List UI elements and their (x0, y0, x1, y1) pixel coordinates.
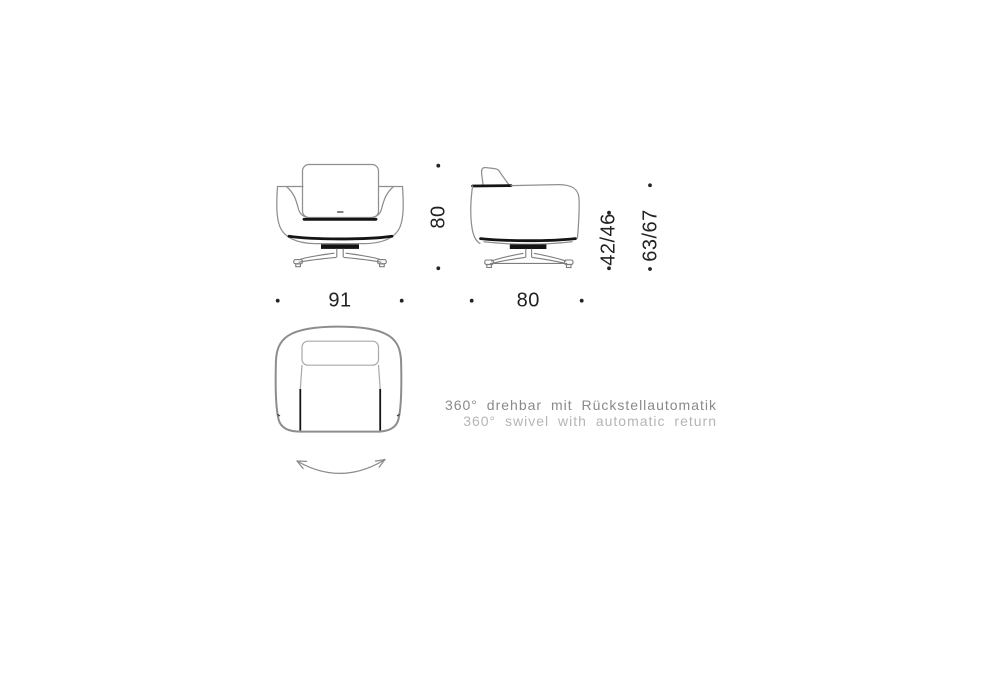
swivel-arrow-icon (297, 460, 385, 474)
top-seat-sides-upper (300, 365, 380, 389)
dim-overall-height-label: 80 (427, 205, 450, 229)
dimension-dot (400, 299, 404, 303)
side-top-right-edge (511, 185, 579, 238)
dimension-dot (276, 299, 280, 303)
swivel-arrowhead-right (376, 460, 386, 468)
dimension-dot (648, 267, 652, 271)
side-pedestal-column (526, 249, 532, 257)
front-view-drawing (277, 165, 403, 267)
front-glide-right (380, 264, 385, 267)
front-shell-outline (277, 187, 403, 244)
dim-front-width-label: 91 (328, 289, 352, 312)
dim-side-depth-label: 80 (516, 289, 540, 312)
top-view-drawing (276, 327, 402, 432)
front-arm-curve-right (371, 187, 393, 218)
side-swivel-plate (510, 244, 547, 249)
dimension-dot (648, 183, 652, 187)
swivel-caption (445, 398, 717, 429)
front-swivel-plate (321, 244, 359, 249)
dim-seat-height-label: 42/46 (597, 213, 620, 266)
front-backrest-cushion (303, 165, 379, 218)
front-pedestal-column (337, 249, 343, 257)
side-glide-left (487, 265, 492, 268)
dimension-dots (276, 164, 652, 303)
side-view-drawing (471, 168, 579, 268)
side-left-edge (471, 186, 480, 243)
top-backrest-cushion (302, 341, 379, 365)
dimension-dot (436, 164, 440, 168)
top-shell-outline (276, 327, 402, 432)
top-seat-sides-lower (300, 389, 380, 431)
dimension-dot (436, 266, 440, 270)
dim-armrest-height-label: 63/67 (639, 209, 662, 262)
dimension-dot (607, 266, 611, 270)
swivel-caption-german: 360° drehbar mit Rückstellautomatik (444, 397, 717, 413)
side-under-curve (484, 242, 572, 245)
side-glide-right (566, 265, 571, 268)
front-shell-bottom-line (289, 236, 392, 239)
front-legs (299, 253, 381, 262)
side-backrest-pillow (482, 168, 510, 186)
dimension-dot (470, 299, 474, 303)
side-shell-bottom-line (481, 239, 576, 241)
swivel-caption-english: 360° swivel with automatic return (463, 412, 717, 429)
side-legs (491, 253, 567, 263)
front-arm-curve-left (287, 187, 309, 218)
front-glide-left (296, 264, 301, 267)
dimension-dot (580, 299, 584, 303)
swivel-arrow-arc (297, 460, 385, 474)
